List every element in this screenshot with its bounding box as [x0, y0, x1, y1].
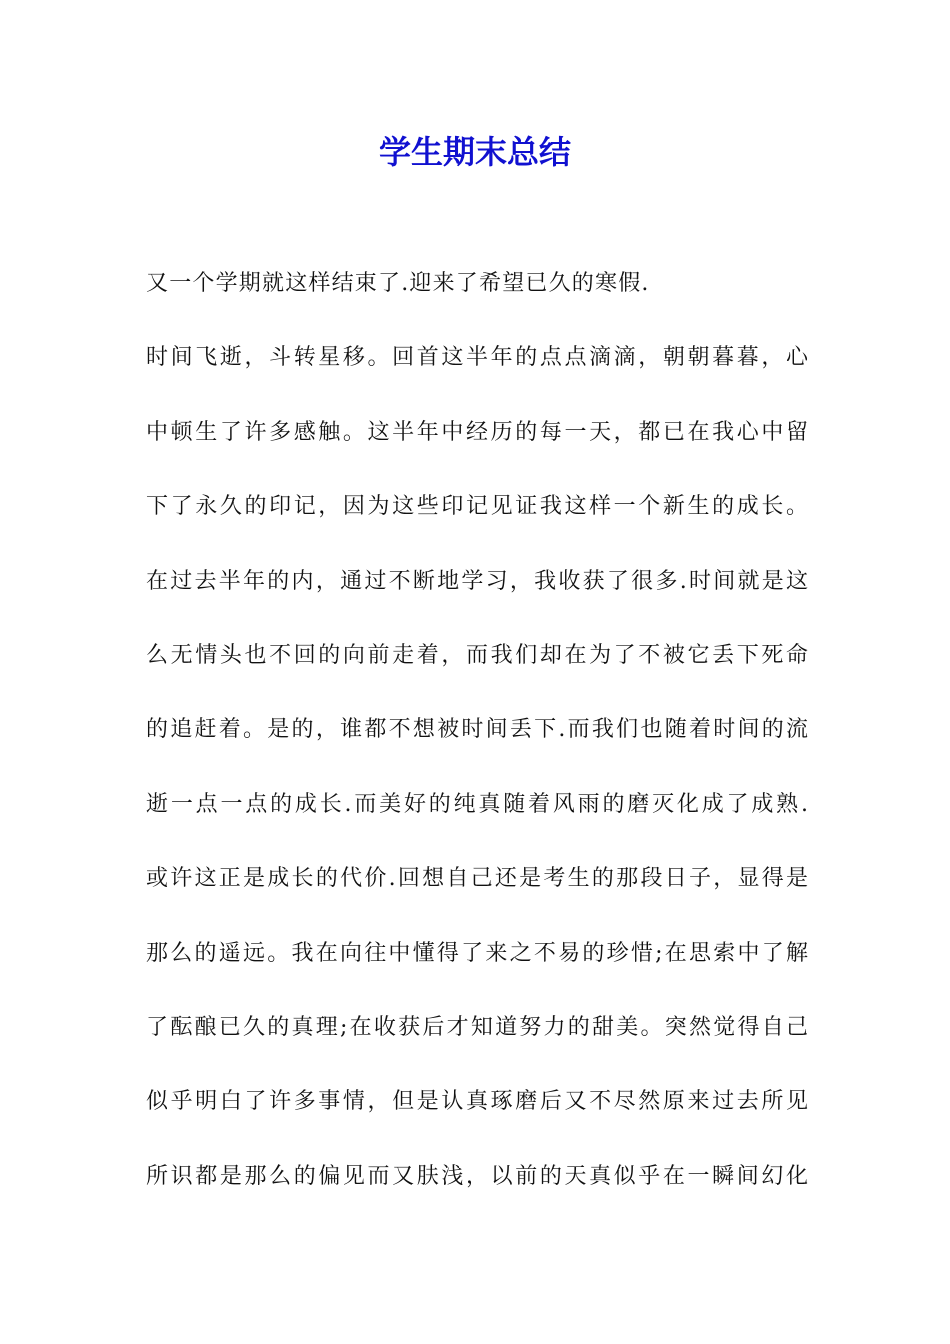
text-line: 时间飞逝，斗转星移。回首这半年的点点滴滴，朝朝暮暮，心 [146, 345, 808, 371]
text-line: 了酝酿已久的真理;在收获后才知道努力的甜美。突然觉得自己 [146, 1014, 808, 1040]
text-line: 中顿生了许多感触。这半年中经历的每一天，都已在我心中留 [146, 419, 808, 445]
text-line: 又一个学期就这样结束了.迎来了希望已久的寒假. [146, 271, 650, 296]
text-line: 所识都是那么的偏见而又肤浅，以前的天真似乎在一瞬间幻化 [146, 1163, 808, 1189]
document-title: 学生期末总结 [378, 133, 571, 171]
text-line: 逝一点一点的成长.而美好的纯真随着风雨的磨灭化成了成熟. [146, 791, 808, 817]
document-body [146, 262, 808, 1229]
text-line: 的追赶着。是的，谁都不想被时间丢下.而我们也随着时间的流 [146, 717, 808, 743]
text-line: 似乎明白了许多事情，但是认真琢磨后又不尽然原来过去所见 [146, 1089, 808, 1115]
text-line: 或许这正是成长的代价.回想自己还是考生的那段日子，显得是 [146, 866, 808, 892]
text-line: 那么的遥远。我在向往中懂得了来之不易的珍惜;在思索中了解 [146, 940, 808, 966]
text-line: 下了永久的印记，因为这些印记见证我这样一个新生的成长。 [146, 494, 808, 520]
text-line: 在过去半年的内，通过不断地学习，我收获了很多.时间就是这 [146, 568, 808, 594]
text-line: 么无情头也不回的向前走着，而我们却在为了不被它丢下死命 [146, 642, 808, 668]
